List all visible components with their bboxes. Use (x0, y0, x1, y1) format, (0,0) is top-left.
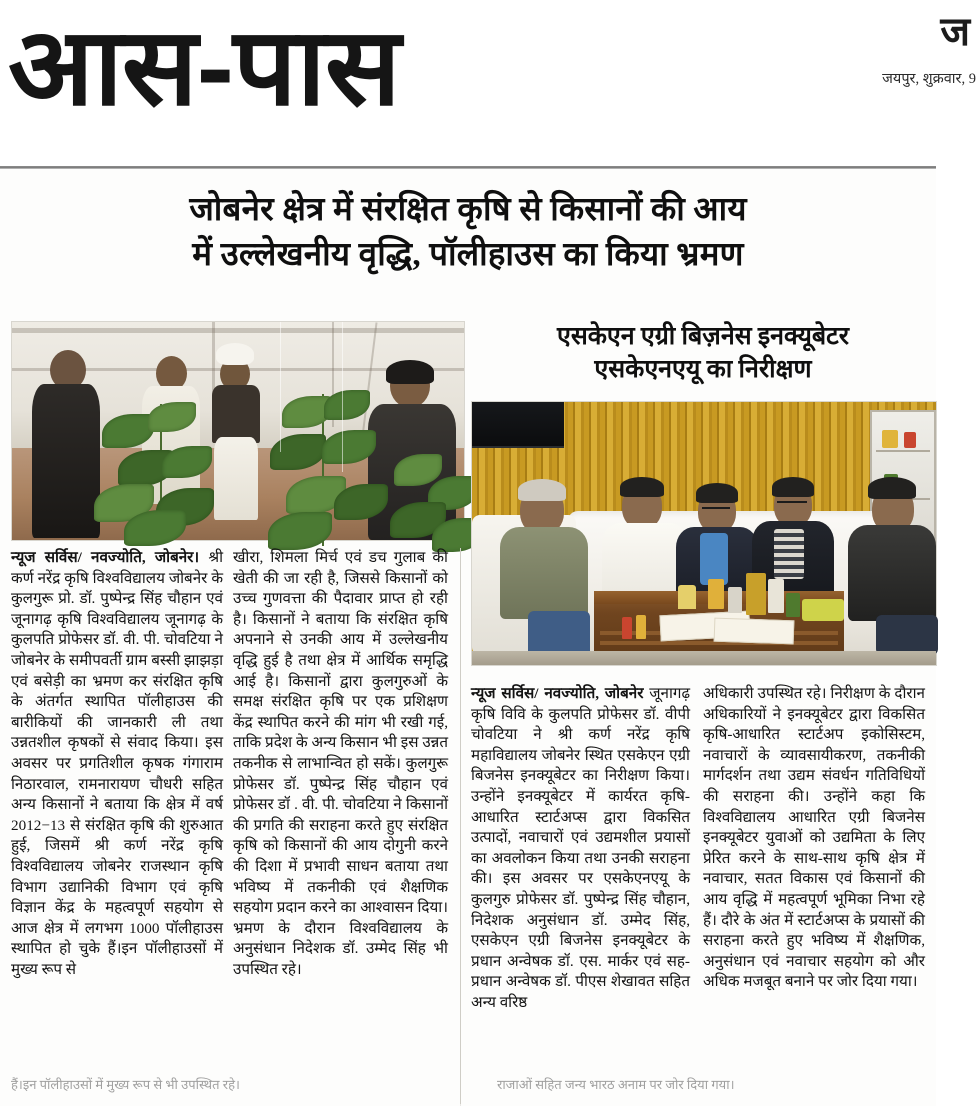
photo-polyhouse-visit (11, 321, 465, 541)
body-text-col-2: खीरा, शिमला मिर्च एवं डच गुलाब की खेती की जा रही है, जिससे किसानों को उच्च गुणवत्ता की पैदावार प्राप्त हो रही है। किसानों ने बताया कि संरक्षित कृषि अपनाने से उनकी आय में उल्लेखनीय वृद्धि हुई है तथा क्षेत्र में आर्थिक समृद्धि आई है। किसानों द्वारा कुलगुरुओं के समक्ष संरक्षित कृषि पर एक प्रशिक्षण केंद्र स्थापित करने की मांग भी रखी गई, ताकि प्रदेश के अन्य किसान भी इस उन्नत तकनीक से लाभान्वित हो सकें। कुलगुरू प्रोफेसर डॉ. पुष्पेन्द्र सिंह चौहान एवं प्रोफेसर डॉ . वी. पी. चोवटिया ने किसानों की प्रगति की सराहना करते हुए संरक्षित कृषि को किसानों की आय दोगुनी करने की दिशा में प्रभावी साधन बताया तथा भविष्य में तकनीकी एवं शैक्षणिक सहयोग प्रदान करने का आश्वासन दिया। भ्रमण के दौरान विश्वविद्यालय के अनुसंधान निदेशक डॉ. उम्मेद सिंह भी उपस्थित रहे। (233, 549, 448, 978)
document-on-table (714, 618, 795, 645)
bleed-divider-rule (460, 1087, 461, 1106)
masthead-right-block (746, 10, 976, 88)
product-packet (746, 573, 766, 615)
trellis-wire (280, 322, 281, 452)
product-bottle (786, 593, 800, 617)
photo-incubator-meeting (471, 401, 937, 666)
person-figure (494, 475, 590, 655)
side-byline-place: जोबनेर (604, 685, 644, 702)
product-bottle (768, 579, 784, 613)
capsicum-plant (388, 438, 478, 548)
bleed-text-right: राजाओं सहित जन्य भारठ अनाम पर जोर दिया गया। (497, 1077, 735, 1092)
masthead-title: आस-पास (8, 6, 400, 127)
capsicum-plant (90, 394, 240, 544)
main-headline-line-2: में उल्लेखनीय वृद्धि, पॉलीहाउस का किया भ्रमण (192, 237, 744, 273)
masthead (0, 0, 976, 168)
main-headline (22, 188, 914, 278)
product-bottle (708, 579, 724, 609)
person-figure (846, 473, 938, 651)
body-text-col-3: जूनागढ़ कृषि विवि के कुलपति प्रोफेसर डॉ. वीपी चोवटिया ने श्री कर्ण नरेंद्र कृषि महाविद्यालय जोबनेर स्थित एसकेएन एग्री बिजनेस इनक्यूबेटर का निरीक्षण किया।उन्होंने इनक्यूबेटर में कार्यरत कृषि-आधारित स्टार्टअप्स द्वारा विकसित उत्पादों, नवाचारों एवं उद्यमशील प्रयासों का अवलोकन किया तथा उनकी सराहना की। इस अवसर पर एसकेएनएयू के कुलगुरु प्रोफेसर डॉ. पुष्पेन्द्र सिंह चौहान, निदेशक अनुसंधान डॉ. उम्मेद सिंह, एसकेएन एग्री बिजनेस इनक्यूबेटर के प्रधान अन्वेषक डॉ. एस. मार्कर एवं सह-प्रधान अन्वेषक डॉ. पीएस शेखावत सहित अन्य वरिष्ठ (471, 685, 690, 1011)
greenhouse-beam (12, 328, 464, 333)
bleed-text-left: हैं।इन पॉलीहाउसों में मुख्य रूप से भी उपस्थित रहे। (11, 1077, 240, 1092)
side-subheadline-line-1: एसकेएन एग्री बिज़नेस इनक्यूबेटर (557, 323, 849, 350)
floor (472, 651, 936, 665)
product-tray (802, 599, 844, 621)
body-text-col-4: अधिकारी उपस्थित रहे। निरीक्षण के दौरान अधिकारियों ने इनक्यूबेटर द्वारा विकसित कृषि-आधारित स्टार्टअप इकोसिस्टम, नवाचारों के व्यावसायीकरण, तकनीकी मार्गदर्शन तथा उद्यम संवर्धन गतिविधियों की सराहना की। उन्होंने कहा कि विश्वविद्यालय आधारित एग्री बिजनेस इनक्यूबेटर युवाओं को उद्यमिता के लिए प्रेरित करने के साथ-साथ कृषि क्षेत्र में नवाचार, सतत विकास एवं किसानों की आय वृद्धि में महत्वपूर्ण भूमिका निभा रहे हैं। दौरे के अंत में स्टार्टअप्स के प्रयासों की सराहना करते हुए भविष्य में शैक्षणिक, अनुसंधान एवं नवाचार सहयोग को और अधिक मजबूत बनाने पर जोर दिया गया। (703, 685, 925, 991)
article-main-column-2 (233, 548, 448, 1096)
masthead-dateline: जयपुर, शुक्रवार, 9 (882, 71, 976, 87)
trellis-wire (342, 322, 343, 472)
person-hair (386, 360, 434, 384)
main-headline-line-1: जोबनेर क्षेत्र में संरक्षित कृषि से किसानों की आय (189, 192, 747, 228)
side-subheadline-line-2: एसकेएनएयू का निरीक्षण (594, 356, 812, 383)
side-subheadline (471, 320, 935, 386)
byline-place: जोबनेर। (154, 549, 200, 566)
story-divider-rule (460, 548, 461, 1104)
product-bottle (636, 615, 646, 639)
product-bottle (728, 587, 742, 613)
masthead-edition-clip: ज (940, 10, 970, 54)
side-byline-service: न्यूज सर्विस/ नवज्योति, (471, 685, 600, 702)
article-side-column-2 (703, 684, 925, 1096)
capsicum-plant (260, 386, 400, 546)
person-turban (216, 343, 254, 365)
article-main-column-1 (11, 548, 223, 1096)
product-bottle (622, 617, 632, 639)
article-side-column-1 (471, 684, 690, 1096)
byline-service: न्यूज सर्विस/ नवज्योति, (11, 549, 146, 566)
body-text-col-1: श्री कर्ण नरेंद्र कृषि विश्वविद्यालय जोबनेर के कुलगुरू प्रो. डॉ. पुष्पेन्द्र सिंह चौहान एवं जूनागढ़ कृषि विश्वविद्यालय जूनागढ़ के कुलपति प्रोफेसर डॉ. वी. पी. चोवटिया ने जोबनेर के समीपवर्ती ग्राम बस्सी झाझड़ा एवं बसेड़ी का भ्रमण कर संरक्षित कृषि के अंतर्गत स्थापित पॉलीहाउस की बारीकियों की जानकारी ली तथा उन्नतशील कृषकों से संवाद किया। इस अवसर पर प्रगतिशील कृषक गंगाराम निठारवाल, रामनारायण चौधरी सहित अन्य किसानों ने बताया कि क्षेत्र में वर्ष 2012−13 से संरक्षित कृषि की शुरुआत हुई, जिसमें श्री कर्ण नरेंद्र कृषि विश्वविद्यालय जोबनेर राजस्थान कृषि विभाग उद्यानिकी विभाग एवं कृषि विज्ञान केंद्र के महत्वपूर्ण सहयोग से आज क्षेत्र में लगभग 1000 पॉलीहाउस स्थापित हो चुके हैं।इन पॉलीहाउसों में मुख्य रूप से (11, 549, 224, 978)
wall-mounted-tv (472, 402, 564, 448)
next-article-bleed (0, 1079, 936, 1106)
masthead-divider-rule (0, 166, 936, 169)
product-jar (678, 585, 696, 609)
